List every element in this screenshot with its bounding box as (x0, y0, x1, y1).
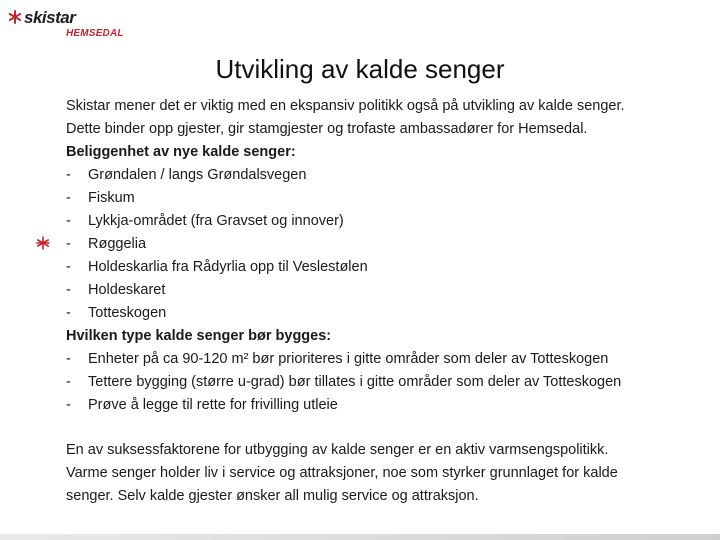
footer-bar (0, 534, 720, 540)
intro-line: Dette binder opp gjester, gir stamgjester og trofaste ambassadører for Hemsedal. (66, 121, 588, 137)
list-item: - Prøve å legge til rette for frivilling utleie (66, 397, 338, 413)
skistar-logo (8, 8, 124, 40)
list-item: - Totteskogen (66, 305, 167, 321)
logo-brand: skistar (24, 8, 76, 27)
location-heading: Beliggenhet av nye kalde senger: (66, 144, 296, 160)
list-item: - Enheter på ca 90-120 m² bør prioriteres i gitte områder som deler av Totteskogen (66, 351, 609, 367)
intro-line: Skistar mener det er viktig med en ekspansiv politikk også på utvikling av kalde senger. (66, 98, 625, 114)
slide-title: Utvikling av kalde senger (215, 54, 505, 84)
list-item: - Tettere bygging (større u-grad) bør tillates i gitte områder som deler av Totteskogen (66, 374, 622, 390)
type-heading: Hvilken type kalde senger bør bygges: (66, 328, 332, 344)
closing-line: En av suksessfaktorene for utbygging av kalde senger er en aktiv varmsengspolitikk. (66, 442, 609, 458)
list-item: - Fiskum (66, 190, 135, 206)
list-item: - Grøndalen / langs Grøndalsvegen (66, 167, 307, 183)
logo-subtitle: HEMSEDAL (66, 28, 124, 39)
closing-line: Varme senger holder liv i service og attraksjoner, noe som styrker grunnlaget for kalde (66, 465, 618, 481)
snowflake-bullet-icon (36, 236, 50, 250)
slide-body (66, 95, 706, 508)
closing-line: senger. Selv kalde gjester ønsker all mulig service og attraksjon. (66, 488, 479, 504)
snowflake-icon (8, 10, 22, 24)
list-item: - Holdeskaret (66, 282, 166, 298)
list-item: - Lykkja-området (fra Gravset og innover) (66, 213, 344, 229)
list-item: - Røggelia (66, 236, 147, 252)
list-item: - Holdeskarlia fra Rådyrlia opp til Veslestølen (66, 259, 368, 275)
